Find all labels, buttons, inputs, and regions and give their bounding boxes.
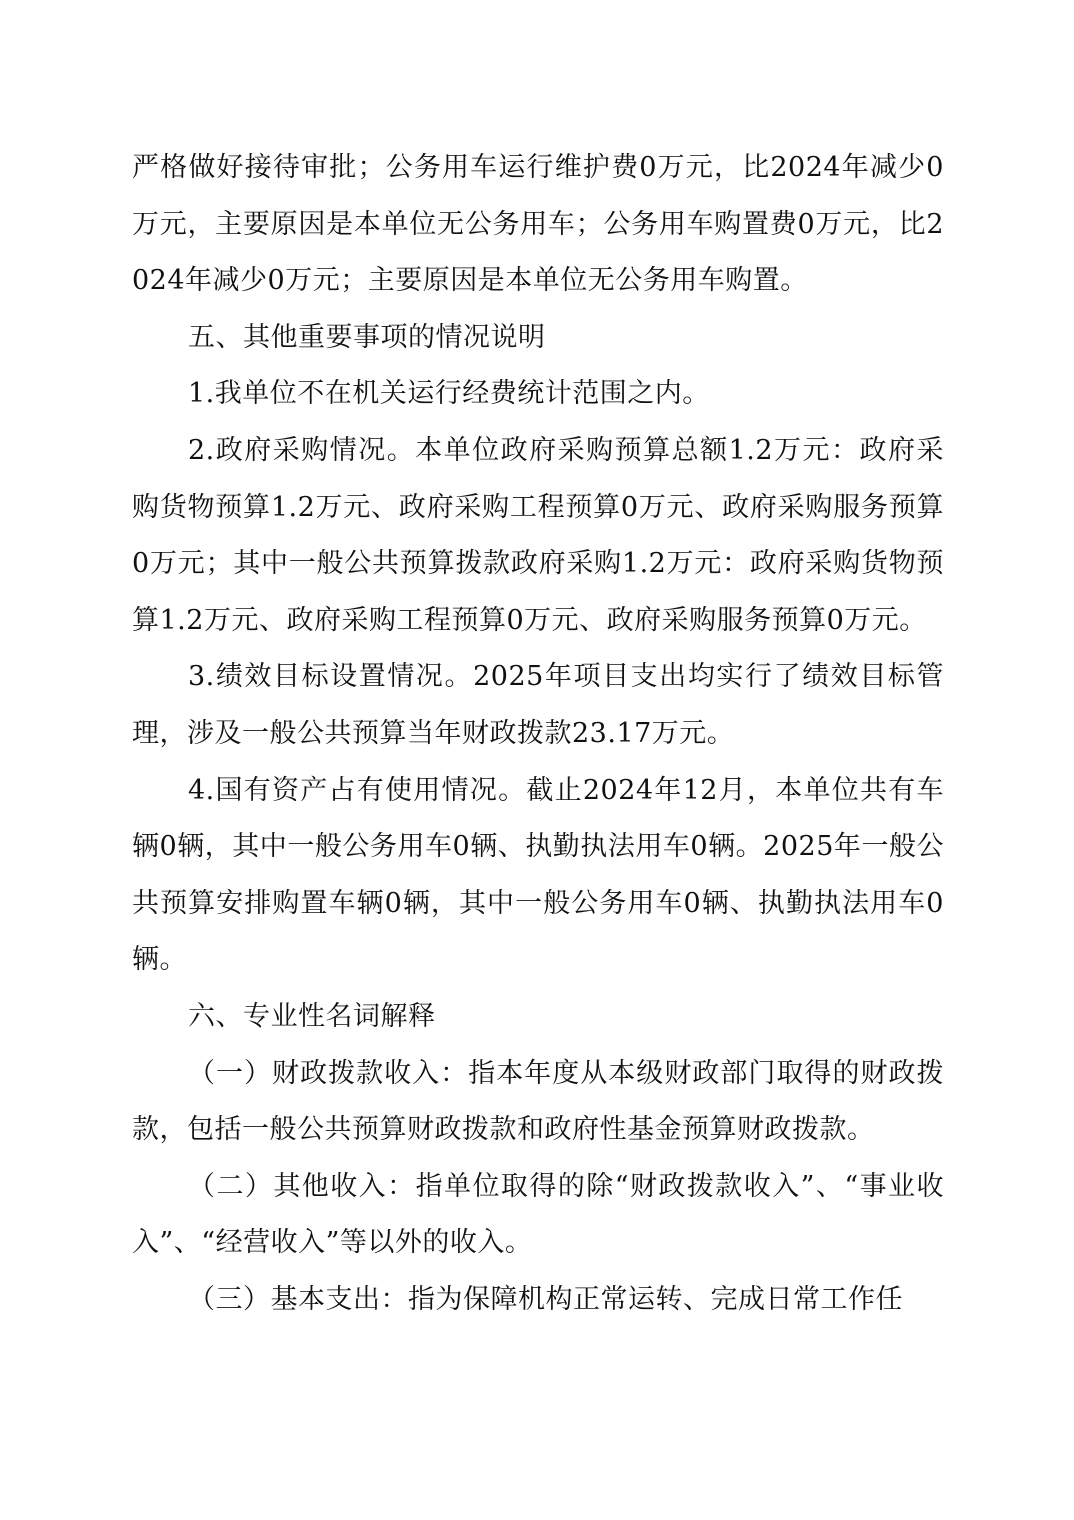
section-heading-other-matters: 五、其他重要事项的情况说明 [188, 321, 546, 353]
section-heading-terminology: 六、专业性名词解释 [188, 1000, 436, 1032]
paragraph-vehicle-costs: 严格做好接待审批；公务用车运行维护费0万元，比2024年减少0万元，主要原因是本单位无公务用车；公务用车购置费0万元，比2024年减少0万元；主要原因是本单位无公务用车购置。 [132, 152, 944, 297]
paragraph-performance-targets: 3.绩效目标设置情况。2025年项目支出均实行了绩效目标管理，涉及一般公共预算当年财政拨款23.17万元。 [132, 661, 944, 749]
document-body [132, 140, 944, 1328]
paragraph-operating-expenses: 1.我单位不在机关运行经费统计范围之内。 [188, 378, 710, 410]
paragraph-term-fiscal-income: （一）财政拨款收入：指本年度从本级财政部门取得的财政拨款，包括一般公共预算财政拨款和政府性基金预算财政拨款。 [132, 1057, 944, 1146]
paragraph-term-basic-expenditure: （三）基本支出：指为保障机构正常运转、完成日常工作任 [188, 1283, 903, 1315]
paragraph-government-procurement: 2.政府采购情况。本单位政府采购预算总额1.2万元：政府采购货物预算1.2万元、政府采购工程预算0万元、政府采购服务预算0万元；其中一般公共预算拨款政府采购1.2万元：政府采购货物预算1.2万元、政府采购工程预算0万元、政府采购服务预算0万元。 [132, 434, 944, 636]
paragraph-state-assets: 4.国有资产占有使用情况。截止2024年12月，本单位共有车辆0辆，其中一般公务用车0辆、执勤执法用车0辆。2025年一般公共预算安排购置车辆0辆，其中一般公务用车0辆、执勤执法用车0辆。 [132, 774, 944, 976]
paragraph-term-other-income: （二）其他收入：指单位取得的除“财政拨款收入”、“事业收入”、“经营收入”等以外的收入。 [132, 1170, 944, 1259]
